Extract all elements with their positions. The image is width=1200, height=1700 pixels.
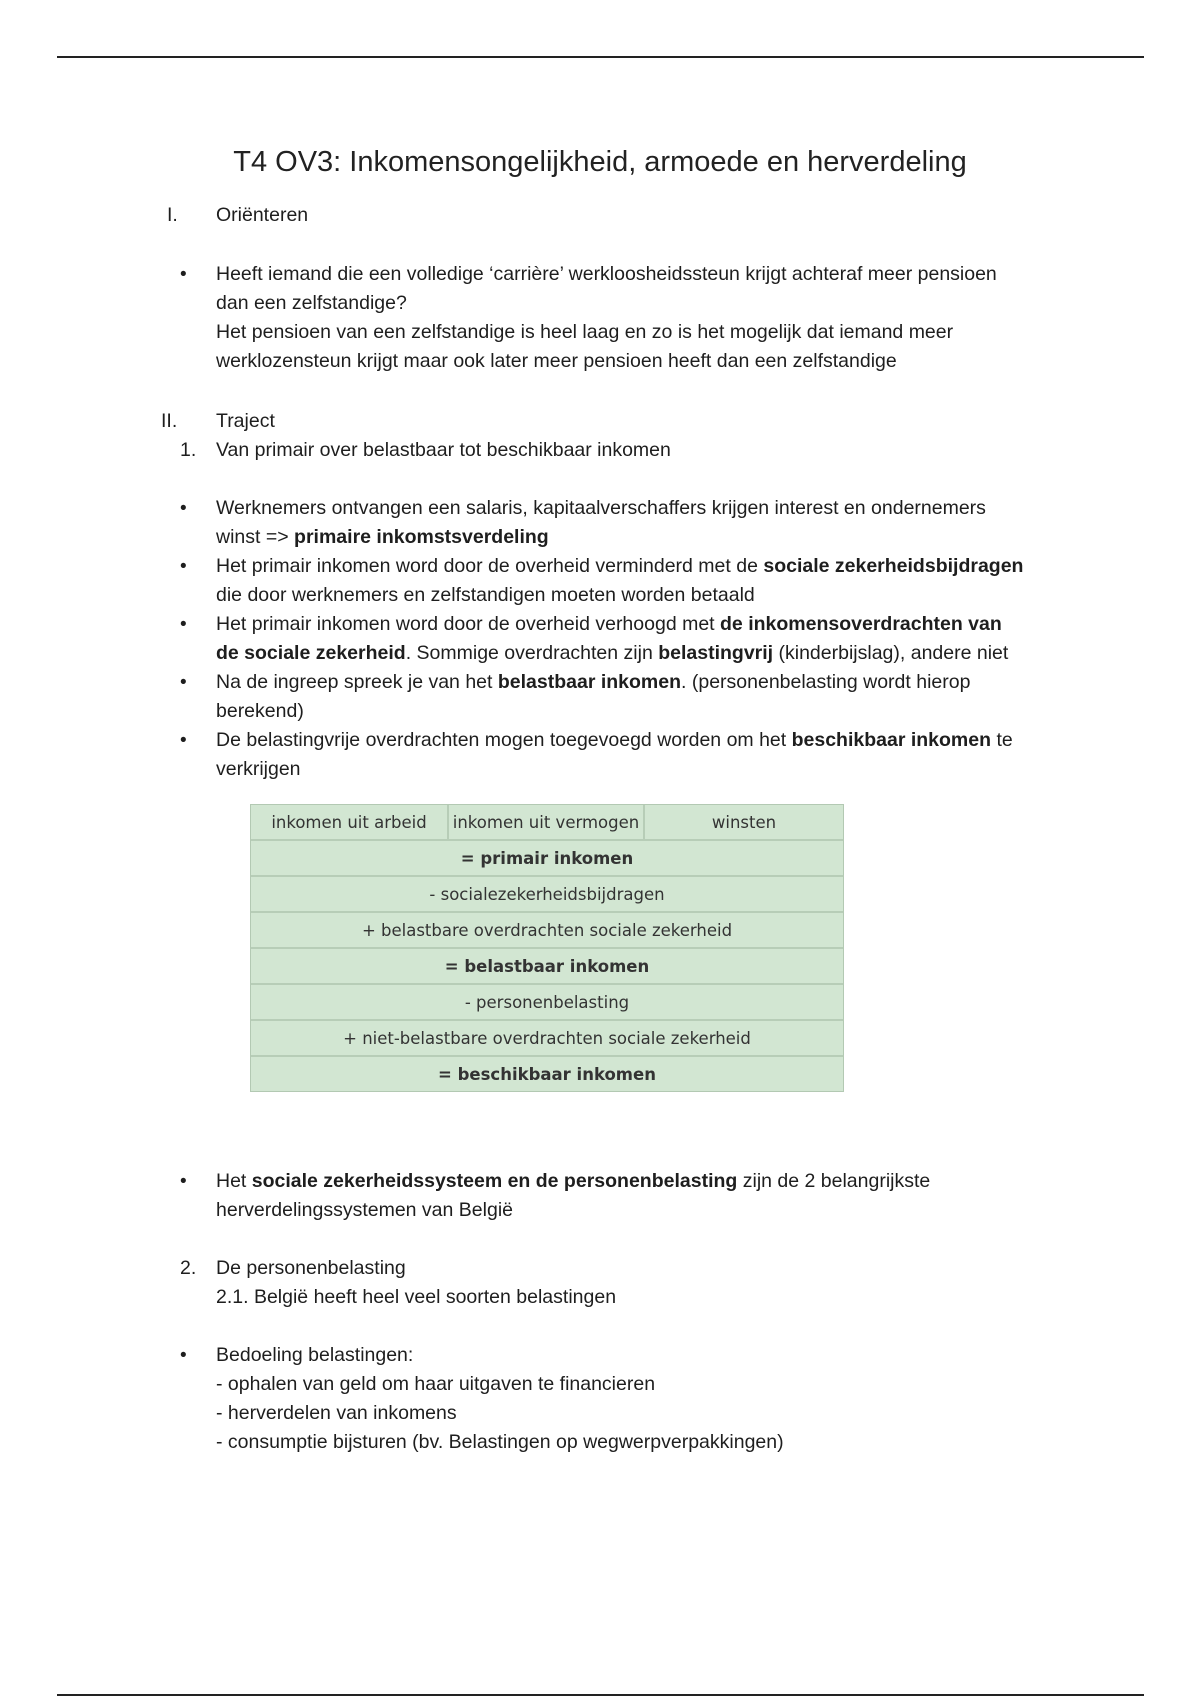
flow-personenbelasting: - personenbelasting	[464, 992, 630, 1012]
section-2-numeral: II.	[161, 410, 178, 432]
flow-row	[251, 913, 843, 949]
flow-row-sources	[251, 805, 843, 841]
flow-niet-belastbare-overdrachten: + niet-belastbare overdrachten sociale zekerheid	[343, 1028, 751, 1048]
bullet-icon: •	[180, 498, 187, 519]
section-1-heading: Oriënteren	[216, 204, 309, 226]
flow-row	[251, 841, 843, 877]
b5-line-1: De belastingvrije overdrachten mogen toegevoegd worden om het beschikbaar inkomen te	[216, 729, 1013, 751]
bullet-icon: •	[180, 672, 187, 693]
b7-line-3: - herverdelen van inkomens	[216, 1402, 457, 1424]
bullet-icon: •	[180, 614, 187, 635]
header-rule	[57, 56, 1144, 58]
section-2-heading: Traject	[216, 410, 275, 432]
b4-line-1: Na de ingreep spreek je van het belastbaar inkomen. (personenbelasting wordt hierop	[216, 671, 971, 693]
bullet-icon: •	[180, 730, 187, 751]
b3-line-2: de sociale zekerheid. Sommige overdrachten zijn belastingvrij (kinderbijslag), andere niet	[216, 642, 1009, 664]
flow-belastbaar-inkomen: = belastbaar inkomen	[444, 956, 650, 976]
answer-line-2: werklozensteun krijgt maar ook later meer pensioen heeft dan een zelfstandige	[216, 350, 897, 372]
flow-row	[251, 1057, 843, 1091]
subsection-2-1: 2.1. België heeft heel veel soorten belastingen	[216, 1286, 617, 1308]
flow-primair-inkomen: = primair inkomen	[460, 848, 634, 868]
question-line-1: Heeft iemand die een volledige ‘carrière’ werkloosheidssteun krijgt achteraf meer pensioen	[216, 263, 997, 285]
footer-rule	[57, 1694, 1144, 1696]
bullet-icon: •	[180, 1345, 187, 1366]
b4-line-2: berekend)	[216, 700, 304, 722]
flow-row	[251, 949, 843, 985]
bullet-icon: •	[180, 264, 187, 285]
subsection-2-heading: De personenbelasting	[216, 1257, 406, 1279]
flow-cell-arbeid: inkomen uit arbeid	[251, 805, 449, 839]
section-1-numeral: I.	[167, 204, 178, 226]
bullet-icon: •	[180, 556, 187, 577]
flow-cell-winsten: winsten	[711, 812, 777, 832]
b7-line-4: - consumptie bijsturen (bv. Belastingen op wegwerpverpakkingen)	[216, 1431, 784, 1453]
subsection-2-number: 2.	[180, 1257, 197, 1279]
b6-line-1: Het sociale zekerheidssysteem en de personenbelasting zijn de 2 belangrijkste	[216, 1170, 931, 1192]
b2-line-2: die door werknemers en zelfstandigen moeten worden betaald	[216, 584, 755, 606]
b6-line-2: herverdelingssystemen van België	[216, 1199, 513, 1221]
flow-row	[251, 877, 843, 913]
page-title: T4 OV3: Inkomensongelijkheid, armoede en herverdeling	[233, 146, 967, 178]
flow-row	[251, 985, 843, 1021]
b5-line-2: verkrijgen	[216, 758, 301, 780]
subsection-1-heading: Van primair over belastbaar tot beschikbaar inkomen	[216, 439, 671, 461]
b7-line-1: Bedoeling belastingen:	[216, 1344, 414, 1366]
question-line-2: dan een zelfstandige?	[216, 292, 407, 314]
flow-cell-vermogen: inkomen uit vermogen	[449, 805, 645, 839]
flow-belastbare-overdrachten: + belastbare overdrachten sociale zekerheid	[361, 920, 733, 940]
income-flow-table	[250, 804, 844, 1092]
b1-line-2: winst => primaire inkomstsverdeling	[216, 526, 549, 548]
b2-line-1: Het primair inkomen word door de overheid verminderd met de sociale zekerheidsbijdragen	[216, 555, 1024, 577]
flow-beschikbaar-inkomen: = beschikbaar inkomen	[438, 1064, 656, 1084]
bullet-icon: •	[180, 1171, 187, 1192]
flow-sociale-bijdragen: - socialezekerheidsbijdragen	[429, 884, 665, 904]
b3-line-1: Het primair inkomen word door de overheid verhoogd met de inkomensoverdrachten van	[216, 613, 1002, 635]
b1-line-1: Werknemers ontvangen een salaris, kapitaalverschaffers krijgen interest en ondernemers	[216, 497, 986, 519]
b7-line-2: - ophalen van geld om haar uitgaven te financieren	[216, 1373, 656, 1395]
answer-line-1: Het pensioen van een zelfstandige is heel laag en zo is het mogelijk dat iemand meer	[216, 321, 954, 343]
flow-row	[251, 1021, 843, 1057]
subsection-1-number: 1.	[180, 439, 197, 461]
